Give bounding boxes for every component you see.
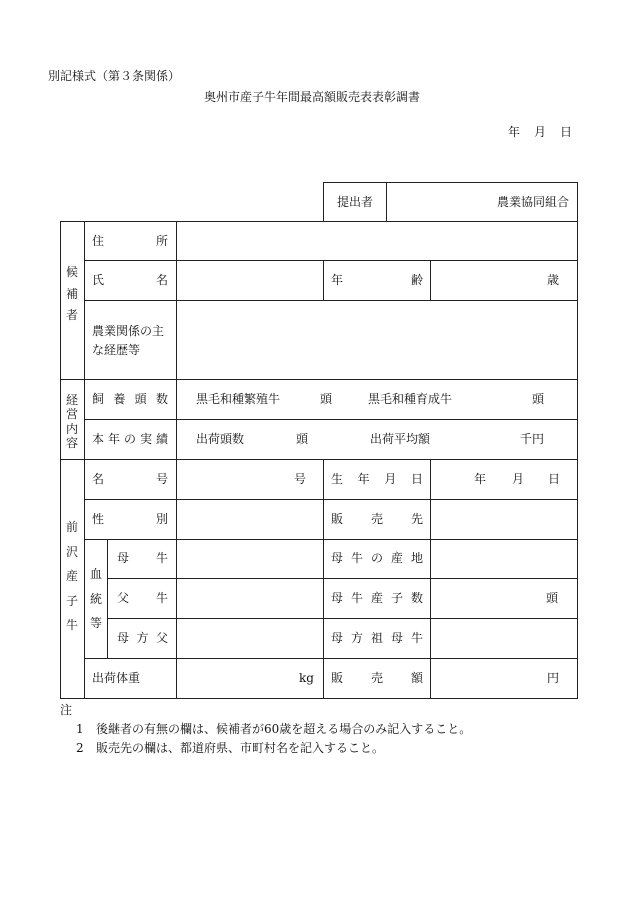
char: 名 [92,472,105,486]
char: の [123,432,136,446]
char: 方 [136,631,149,645]
breeding-cattle-label: 黒毛和種繁殖牛 [196,392,281,406]
char: 販 [331,671,344,685]
char: 子 [65,593,78,608]
char: 父 [155,631,168,645]
date-year: 年 [508,125,521,139]
sire-field[interactable] [177,579,322,617]
char: 営 [65,407,78,422]
char: 住 [92,234,105,248]
char: 号 [155,472,168,486]
char: 牛 [410,631,423,645]
management-section-label [62,393,82,451]
char: 生 [331,472,344,486]
char: 牛 [155,591,168,605]
candidate-section-label [62,265,82,324]
fattening-cattle-label: 黒毛和種育成牛 [368,392,453,406]
fattening-cattle-unit: 頭 [532,392,545,406]
dam-calves-label [331,592,423,604]
address-label [92,235,168,247]
char: 売 [370,671,383,685]
char: 齢 [410,273,423,287]
shipped-count-label: 出荷頭数 [196,432,245,446]
date-day: 日 [560,125,573,139]
career-label-line-1: 農業関係の主 [92,324,165,338]
name-field[interactable] [177,261,322,299]
char: 績 [155,432,168,446]
avg-price-unit: 千円 [520,432,545,446]
char: 数 [155,392,168,406]
buyer-field[interactable] [431,500,577,538]
char: 数 [410,591,423,605]
sale-price-unit: 円 [547,671,560,685]
notes-heading: 注 [60,703,73,717]
char: 牛 [65,618,78,633]
submitter-value: 農業協同組合 [497,195,570,209]
char: 氏 [92,273,105,287]
shipped-count-unit: 頭 [296,432,309,446]
char: 母 [331,551,344,565]
char: 飼 [92,392,105,406]
form-label: 別記様式（第３条関係） [48,69,181,83]
char: 前 [65,520,78,534]
sire-label [117,592,168,604]
birth-year-unit: 年 [474,472,487,486]
birth-month-unit: 月 [512,472,525,486]
char: 母 [331,631,344,645]
char: 候 [65,265,78,279]
char: 販 [331,512,344,526]
char: 沢 [65,544,78,559]
submitter-label: 提出者 [337,195,374,209]
annual-results-label [92,433,168,445]
avg-price-field[interactable] [434,421,518,457]
char: 性 [92,512,105,526]
note-1-text: 後継者の有無の欄は、候補者が60歳を超える場合のみ記入すること。 [96,722,472,736]
age-label [331,274,423,286]
char: 本 [92,432,105,446]
sex-field[interactable] [177,500,322,538]
shipping-weight-label: 出荷体重 [92,671,141,685]
char: 祖 [370,631,383,645]
age-unit: 歳 [547,273,560,287]
char: 統 [89,591,102,606]
note-1-number: 1 [76,722,84,736]
name-label [92,274,168,286]
char: 実 [139,432,152,446]
avg-price-label: 出荷平均額 [370,432,431,446]
char: 所 [155,234,168,248]
shipped-count-field[interactable] [252,421,294,457]
maternal-granddam-field[interactable] [431,619,577,657]
dam-calves-unit: 頭 [546,591,559,605]
char: 牛 [350,591,363,605]
lineage-label [85,567,107,632]
maternal-granddam-label [331,632,423,644]
char: 者 [65,308,78,323]
char: 別 [155,512,168,526]
char: 月 [384,472,397,486]
char: 母 [117,631,130,645]
dam-origin-field[interactable] [431,540,577,577]
note-2-text: 販売先の欄は、都道府県、市町村名を記入すること。 [96,741,385,755]
char: 母 [117,551,130,565]
herd-size-label [92,393,168,405]
dam-origin-label [331,552,423,564]
char: 額 [410,671,423,685]
char: 養 [113,392,126,406]
birth-date-label [331,473,423,485]
address-field[interactable] [177,222,577,259]
calf-section-label [62,520,82,634]
shipping-weight-unit: kg [299,671,314,685]
maternal-grandsire-label [117,632,168,644]
char: の [370,551,383,565]
buyer-label [331,513,423,525]
char: 売 [370,512,383,526]
calf-name-label [92,473,168,485]
char: 母 [331,591,344,605]
char: 補 [65,286,78,301]
char: 方 [350,631,363,645]
char: 等 [89,616,102,631]
dam-field[interactable] [177,540,322,577]
sex-label [92,513,168,525]
char: 頭 [134,392,147,406]
char: 経 [65,393,78,407]
career-label-line-2: な経歴等 [92,343,141,357]
calf-name-unit: 号 [294,472,307,486]
char: 年 [107,432,120,446]
char: 産 [390,551,403,565]
breeding-cattle-unit: 頭 [320,392,333,406]
char: 牛 [350,551,363,565]
char: 血 [89,567,102,581]
char: 年 [331,273,344,287]
char: 地 [410,551,423,565]
maternal-grandsire-field[interactable] [177,619,322,657]
char: 年 [357,472,370,486]
char: 牛 [155,551,168,565]
char: 名 [155,273,168,287]
char: 容 [65,436,78,451]
char: 産 [65,569,78,584]
dam-label [117,552,168,564]
char: 日 [410,472,423,486]
breeding-cattle-field[interactable] [284,381,318,417]
date-month: 月 [534,125,547,139]
char: 母 [390,631,403,645]
birth-day-unit: 日 [548,472,561,486]
note-2-number: 2 [76,741,84,755]
sale-price-label [331,672,423,684]
char: 父 [117,591,130,605]
career-field[interactable] [177,301,577,378]
document-title: 奥州市産子牛年間最高額販売表表彰調書 [204,90,421,104]
fattening-cattle-field[interactable] [460,381,530,417]
char: 先 [410,512,423,526]
char: 子 [390,591,403,605]
char: 内 [65,421,78,436]
char: 産 [370,591,383,605]
